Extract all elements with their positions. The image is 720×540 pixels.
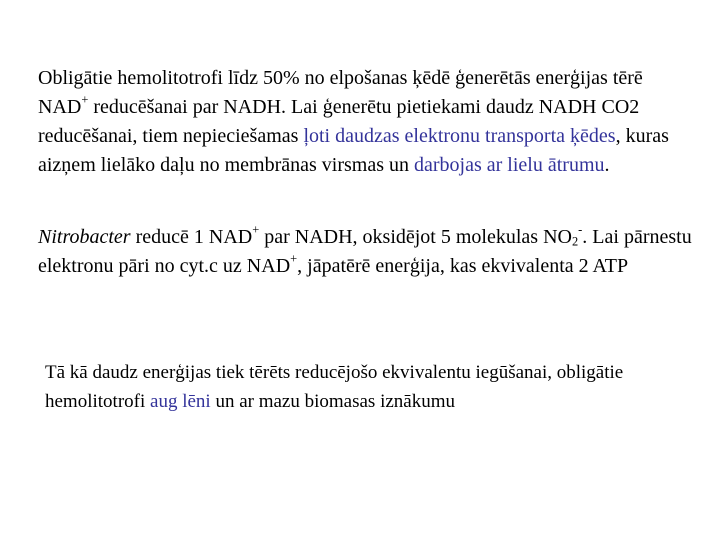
superscript-plus: + [290, 251, 298, 266]
subscript-two: 2 [571, 234, 579, 249]
organism-name: Nitrobacter [38, 226, 131, 248]
text-segment: , kuras aizņem lielāko daļu no membrānas virsmas un [38, 125, 669, 176]
text-segment: reducēšanai par NADH. Lai ģenerētu pietiekami daudz NADH CO2 reducēšanai, tiem nepieciešamas [38, 96, 640, 147]
highlight-slow-growth: aug lēni [150, 391, 211, 412]
text-segment: Obligātie hemolitotrofi līdz 50% no elpošanas ķēdē ģenerētās enerģijas tērē NAD [38, 67, 643, 118]
text-segment: , jāpatērē enerģija, kas ekvivalenta 2 ATP [297, 255, 629, 277]
highlight-high-speed: darbojas ar lielu ātrumu [414, 154, 605, 176]
paragraph-energy-consumption [38, 64, 698, 180]
text-segment: . Lai pārnestu elektronu pāri no cyt.c uz NAD [38, 226, 692, 277]
superscript-minus: - [578, 222, 583, 237]
paragraph-nitrobacter [38, 223, 698, 281]
text-segment: Tā kā daudz enerģijas tiek tērēts reducējošo ekvivalentu iegūšanai, obligātie hemolitotrofi [45, 362, 624, 412]
text-segment: un ar mazu biomasas iznākumu [210, 391, 455, 412]
paragraph-slow-growth [45, 358, 685, 416]
superscript-plus: + [252, 222, 260, 237]
highlight-electron-transport-chains: ļoti daudzas elektronu transporta ķēdes [303, 125, 616, 147]
superscript-plus: + [81, 92, 89, 107]
text-segment: par NADH, oksidējot 5 molekulas NO [259, 226, 572, 248]
text-segment: . [604, 154, 610, 176]
text-segment: reducē 1 NAD [130, 226, 253, 248]
